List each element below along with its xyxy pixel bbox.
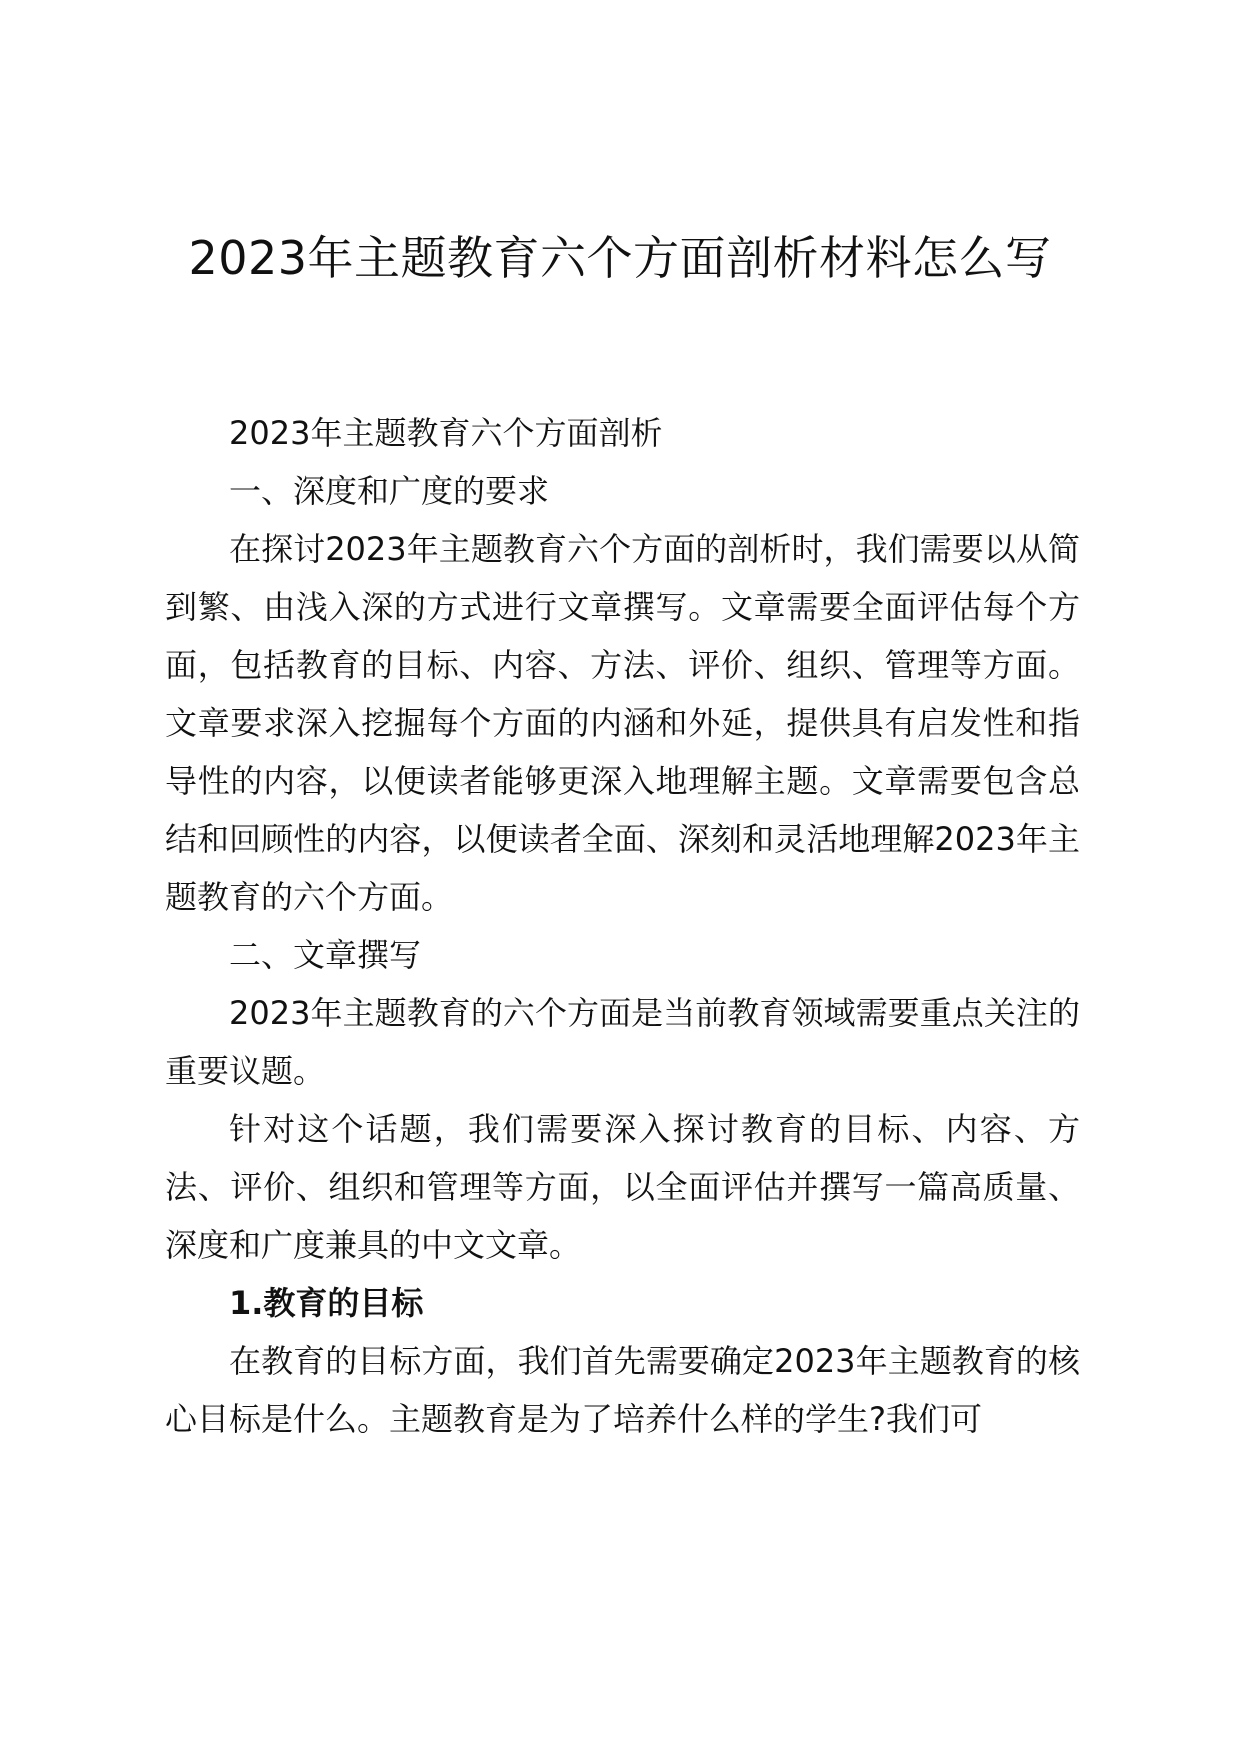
paragraph-goals: 在教育的目标方面，我们首先需要确定2023年主题教育的核心目标是什么。主题教育是为了培养什么样的学生?我们可 <box>165 1342 1080 1438</box>
paragraph-requirements: 在探讨2023年主题教育六个方面的剖析时，我们需要以从简到繁、由浅入深的方式进行文章撰写。文章需要全面评估每个方面，包括教育的目标、内容、方法、评价、组织、管理等方面。文章要求深入挖掘每个方面的内涵和外延，提供具有启发性和指导性的内容，以便读者能够更深入地理解主题。文章需要包含总结和回顾性的内容，以便读者全面、深刻和灵活地理解2023年主题教育的六个方面。 <box>165 530 1080 916</box>
section-subtitle: 2023年主题教育六个方面剖析 <box>229 414 663 452</box>
paragraph-topic-approach: 针对这个话题，我们需要深入探讨教育的目标、内容、方法、评价、组织和管理等方面，以全面评估并撰写一篇高质量、深度和广度兼具的中文文章。 <box>165 1110 1080 1264</box>
document-body <box>165 404 1080 1448</box>
document-title: 2023年主题教育六个方面剖析材料怎么写 <box>188 231 1052 285</box>
section-heading-2: 二、文章撰写 <box>229 936 422 974</box>
paragraph-topic-intro: 2023年主题教育的六个方面是当前教育领域需要重点关注的重要议题。 <box>165 994 1080 1090</box>
section-heading-1: 一、深度和广度的要求 <box>229 472 550 510</box>
subsection-heading-goals: 1.教育的目标 <box>229 1284 424 1322</box>
